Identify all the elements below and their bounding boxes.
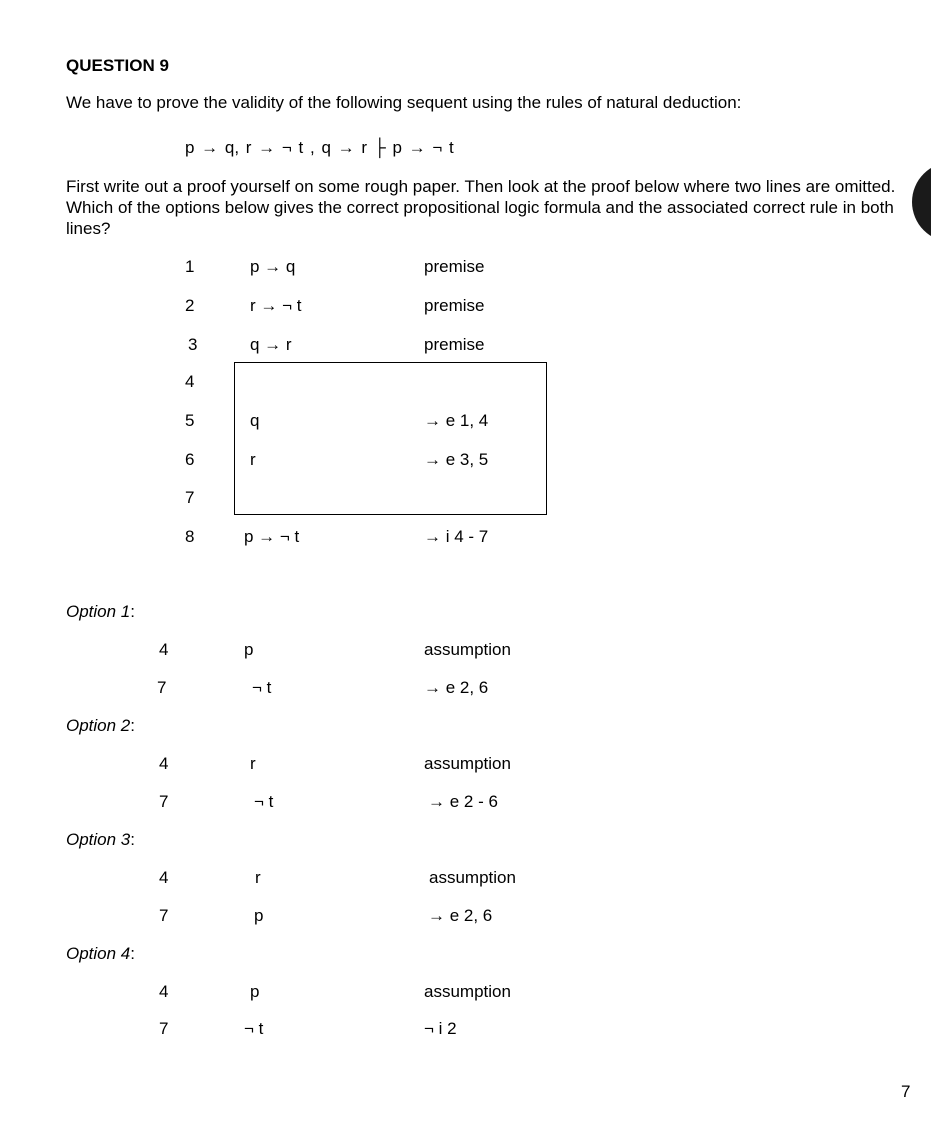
line-formula: p xyxy=(244,640,254,659)
line-formula: ¬ t xyxy=(244,1019,264,1038)
line-number: 3 xyxy=(188,335,198,354)
question-title: QUESTION 9 xyxy=(66,56,169,75)
line-number: 7 xyxy=(185,488,195,507)
line-rule: assumption xyxy=(429,868,516,887)
line-rule: → e 2 - 6 xyxy=(428,792,498,811)
line-formula: p → ¬ t xyxy=(244,527,300,546)
line-rule: assumption xyxy=(424,754,511,773)
line-rule: → e 1, 4 xyxy=(424,411,489,430)
page-number: 7 xyxy=(901,1082,911,1101)
option-label: Option 4: xyxy=(66,944,135,963)
line-formula: ¬ t xyxy=(254,792,274,811)
line-rule: assumption xyxy=(424,982,511,1001)
line-formula: r → ¬ t xyxy=(250,296,302,315)
line-number: 4 xyxy=(159,868,169,887)
line-rule: → e 2, 6 xyxy=(424,678,489,697)
line-rule: → e 2, 6 xyxy=(428,906,493,925)
option-label: Option 1: xyxy=(66,602,135,621)
sequent: p → q, r → ¬ t , q → r ├ p → ¬ t xyxy=(185,138,454,157)
line-number: 7 xyxy=(159,792,169,811)
line-rule: → e 3, 5 xyxy=(424,450,489,469)
line-number: 4 xyxy=(185,372,195,391)
omitted-lines-box xyxy=(234,362,547,515)
line-number: 4 xyxy=(159,754,169,773)
line-formula: q xyxy=(250,411,260,430)
line-number: 5 xyxy=(185,411,195,430)
line-number: 4 xyxy=(159,982,169,1001)
line-number: 7 xyxy=(159,1019,169,1038)
line-rule: ¬ i 2 xyxy=(424,1019,457,1038)
intro-text: We have to prove the validity of the following sequent using the rules of natural deduction: xyxy=(66,93,742,112)
line-formula: p → q xyxy=(250,257,296,276)
line-formula: r xyxy=(250,754,256,773)
line-formula: p xyxy=(254,906,264,925)
line-number: 6 xyxy=(185,450,195,469)
line-formula: ¬ t xyxy=(252,678,272,697)
line-rule: premise xyxy=(424,335,485,354)
side-tab-marker xyxy=(912,162,931,242)
line-formula: r xyxy=(255,868,261,887)
instructions-text: First write out a proof yourself on some rough paper. Then look at the proof below where two lines are omitted. Which of the options below gives the correct propositional logic formula and the associated correct rule in both lines? xyxy=(66,177,896,238)
line-formula: q → r xyxy=(250,335,292,354)
line-number: 4 xyxy=(159,640,169,659)
line-number: 7 xyxy=(157,678,167,697)
line-rule: assumption xyxy=(424,640,511,659)
line-number: 2 xyxy=(185,296,195,315)
line-number: 7 xyxy=(159,906,169,925)
option-label: Option 2: xyxy=(66,716,135,735)
option-label: Option 3: xyxy=(66,830,135,849)
line-rule: premise xyxy=(424,257,485,276)
line-rule: → i 4 - 7 xyxy=(424,527,489,546)
line-number: 8 xyxy=(185,527,195,546)
line-number: 1 xyxy=(185,257,195,276)
line-formula: r xyxy=(250,450,256,469)
line-rule: premise xyxy=(424,296,485,315)
line-formula: p xyxy=(250,982,260,1001)
